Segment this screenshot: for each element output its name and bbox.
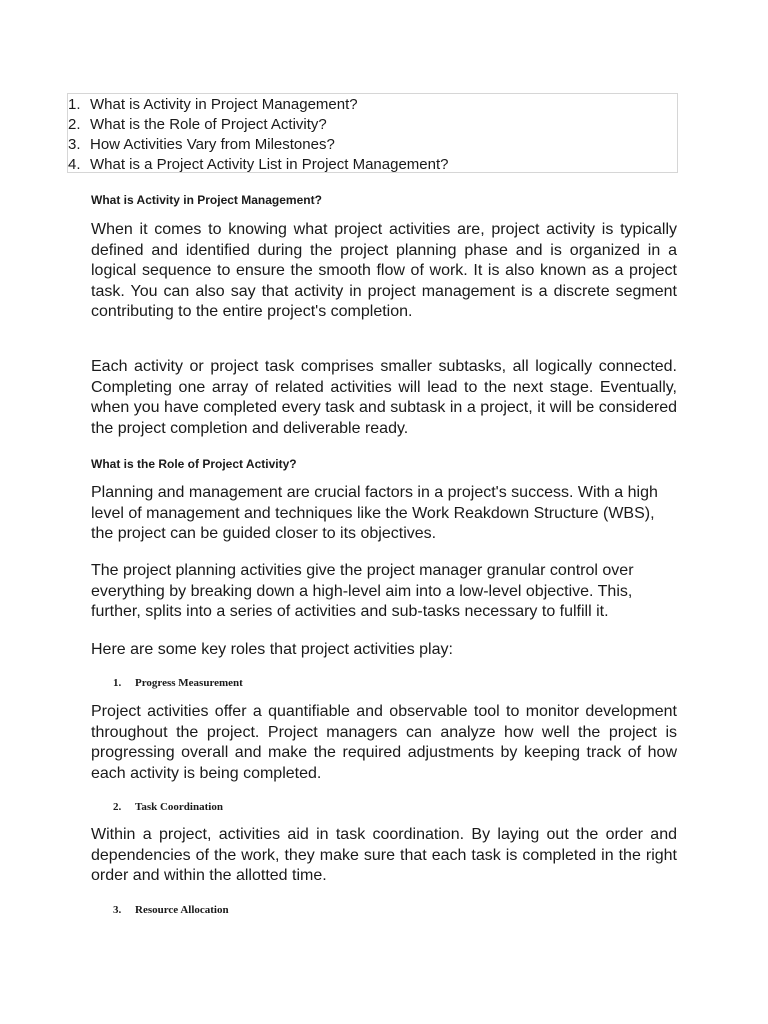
toc-item[interactable] [68, 95, 677, 115]
subheading-number: 3. [113, 904, 122, 916]
subheading-title: Progress Measurement [135, 677, 243, 689]
subheading-resource-allocation [113, 904, 229, 916]
toc-item[interactable] [68, 115, 677, 135]
toc-number: 2. [68, 116, 81, 133]
paragraph: Each activity or project task comprises smaller subtasks, all logically connected. Completing one array of related activities will lead to the next stage. Eventually, when you have completed every task and subtask in a project, it will be considered the project completion and deliverable ready. [91, 358, 677, 437]
table-of-contents [67, 93, 678, 173]
toc-number: 1. [68, 96, 81, 113]
toc-link[interactable]: What is a Project Activity List in Project Management? [90, 156, 449, 173]
toc-link[interactable]: How Activities Vary from Milestones? [90, 136, 335, 153]
subheading-number: 2. [113, 801, 122, 813]
paragraph: The project planning activities give the project manager granular control over everything by breaking down a high-level aim into a low-level objective. This, further, splits into a series of activities and sub-tasks necessary to fulfill it. [91, 562, 634, 620]
paragraph: Project activities offer a quantifiable and observable tool to monitor development throughout the project. Project managers can analyze how well the project is progressing overall and make the required adjustments by keeping track of how each activity is being completed. [91, 703, 677, 782]
paragraph: Within a project, activities aid in task coordination. By laying out the order and dependencies of the work, they make sure that each task is completed in the right order and within the allotted time. [91, 826, 677, 884]
subheading-task-coordination [113, 801, 223, 813]
subheading-number: 1. [113, 677, 122, 689]
toc-item[interactable] [68, 155, 677, 175]
section-heading-activity: What is Activity in Project Management? [91, 193, 322, 207]
subheading-title: Task Coordination [135, 801, 223, 813]
paragraph: Here are some key roles that project activities play: [91, 641, 453, 658]
subheading-progress-measurement [113, 677, 243, 689]
toc-link[interactable]: What is Activity in Project Management? [90, 96, 358, 113]
paragraph: Planning and management are crucial factors in a project's success. With a high level of management and techniques like the Work Reakdown Structure (WBS), the project can be guided closer to its objectives. [91, 484, 658, 542]
toc-number: 3. [68, 136, 81, 153]
toc-item[interactable] [68, 135, 677, 155]
toc-number: 4. [68, 156, 81, 173]
paragraph: When it comes to knowing what project activities are, project activity is typically defined and identified during the project planning phase and is organized in a logical sequence to ensure the smooth flow of work. It is also known as a project task. You can also say that activity in project management is a discrete segment contributing to the entire project's completion. [91, 221, 677, 320]
section-heading-role: What is the Role of Project Activity? [91, 457, 297, 471]
toc-link[interactable]: What is the Role of Project Activity? [90, 116, 327, 133]
subheading-title: Resource Allocation [135, 904, 229, 916]
